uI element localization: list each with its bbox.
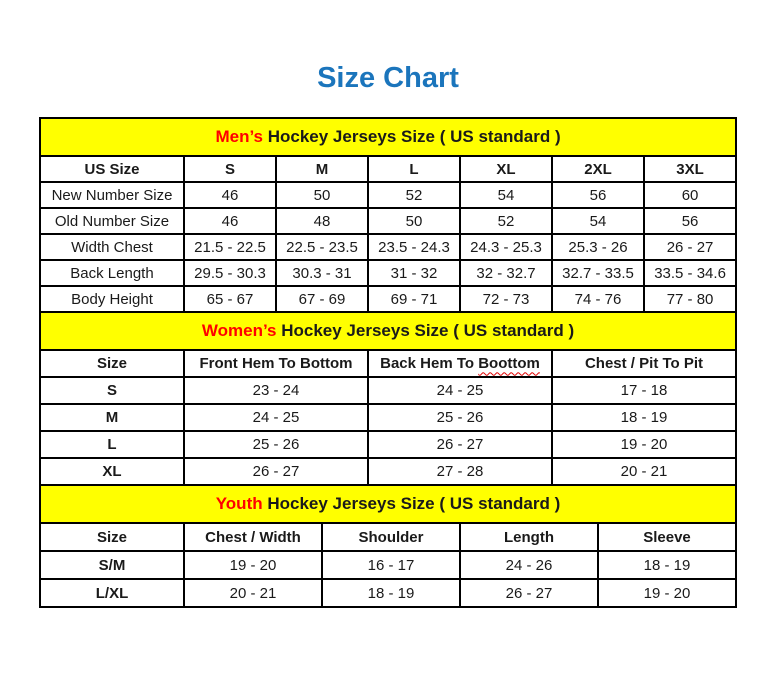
misspelled-word: Boottom [478,355,540,373]
womens-row-label: XL [40,458,184,485]
womens-header-row [40,350,736,377]
mens-banner-rest: Hockey Jerseys Size ( US standard ) [263,127,561,147]
table-row [40,377,736,404]
mens-header-cell: L [368,156,460,182]
mens-row-label: Old Number Size [40,208,184,234]
mens-value-cell: 25.3 - 26 [552,234,644,260]
youth-value-cell: 20 - 21 [184,579,322,607]
womens-banner-highlight: Women’s [201,321,277,341]
mens-size-table [39,117,737,313]
mens-value-cell: 67 - 69 [276,286,368,312]
mens-value-cell: 32 - 32.7 [460,260,552,286]
youth-row-label: L/XL [40,579,184,607]
mens-value-cell: 52 [460,208,552,234]
womens-value-cell: 24 - 25 [184,404,368,431]
mens-banner-row [40,118,736,156]
mens-value-cell: 54 [552,208,644,234]
youth-value-cell: 24 - 26 [460,551,598,579]
youth-header-cell: Chest / Width [184,523,322,551]
mens-value-cell: 32.7 - 33.5 [552,260,644,286]
mens-row-label: New Number Size [40,182,184,208]
mens-value-cell: 69 - 71 [368,286,460,312]
youth-header-cell: Size [40,523,184,551]
mens-value-cell: 50 [368,208,460,234]
table-row [40,551,736,579]
mens-value-cell: 50 [276,182,368,208]
mens-value-cell: 56 [644,208,736,234]
youth-value-cell: 19 - 20 [598,579,736,607]
mens-value-cell: 48 [276,208,368,234]
youth-value-cell: 18 - 19 [322,579,460,607]
womens-value-cell: 18 - 19 [552,404,736,431]
mens-value-cell: 21.5 - 22.5 [184,234,276,260]
womens-value-cell: 20 - 21 [552,458,736,485]
table-row [40,458,736,485]
mens-value-cell: 29.5 - 30.3 [184,260,276,286]
womens-header-cell: Size [40,350,184,377]
womens-value-cell: 24 - 25 [368,377,552,404]
mens-header-row [40,156,736,182]
youth-value-cell: 18 - 19 [598,551,736,579]
womens-value-cell: 25 - 26 [184,431,368,458]
mens-value-cell: 33.5 - 34.6 [644,260,736,286]
mens-header-cell: 2XL [552,156,644,182]
mens-value-cell: 56 [552,182,644,208]
youth-header-cell: Length [460,523,598,551]
mens-value-cell: 23.5 - 24.3 [368,234,460,260]
mens-value-cell: 77 - 80 [644,286,736,312]
mens-value-cell: 31 - 32 [368,260,460,286]
mens-value-cell: 30.3 - 31 [276,260,368,286]
mens-header-cell: US Size [40,156,184,182]
table-row [40,260,736,286]
womens-row-label: L [40,431,184,458]
womens-value-cell: 25 - 26 [368,404,552,431]
mens-header-cell: S [184,156,276,182]
mens-row-label: Body Height [40,286,184,312]
mens-value-cell: 26 - 27 [644,234,736,260]
womens-header-cell: Front Hem To Bottom [184,350,368,377]
mens-row-label: Width Chest [40,234,184,260]
mens-value-cell: 46 [184,182,276,208]
mens-banner [40,118,736,156]
page-title: Size Chart [317,62,459,94]
youth-value-cell: 26 - 27 [460,579,598,607]
youth-header-row [40,523,736,551]
mens-value-cell: 52 [368,182,460,208]
youth-banner-highlight: Youth [215,494,263,514]
mens-value-cell: 60 [644,182,736,208]
mens-value-cell: 72 - 73 [460,286,552,312]
youth-value-cell: 16 - 17 [322,551,460,579]
youth-banner-row [40,485,736,523]
youth-banner [40,485,736,523]
table-row [40,286,736,312]
womens-size-table [39,311,737,486]
youth-size-table [39,484,737,608]
mens-value-cell: 22.5 - 23.5 [276,234,368,260]
table-row [40,234,736,260]
youth-header-cell: Sleeve [598,523,736,551]
table-row [40,579,736,607]
youth-row-label: S/M [40,551,184,579]
mens-header-cell: 3XL [644,156,736,182]
header-text: Back Hem To [380,355,479,373]
womens-value-cell: 17 - 18 [552,377,736,404]
table-row [40,431,736,458]
mens-value-cell: 46 [184,208,276,234]
mens-value-cell: 54 [460,182,552,208]
mens-value-cell: 24.3 - 25.3 [460,234,552,260]
table-row [40,182,736,208]
womens-row-label: M [40,404,184,431]
womens-header-cell [368,350,552,377]
mens-header-cell: XL [460,156,552,182]
womens-banner-row [40,312,736,350]
womens-header-cell: Chest / Pit To Pit [552,350,736,377]
table-row [40,208,736,234]
mens-value-cell: 74 - 76 [552,286,644,312]
womens-value-cell: 26 - 27 [368,431,552,458]
womens-banner [40,312,736,350]
youth-banner-rest: Hockey Jerseys Size ( US standard ) [262,494,561,514]
womens-value-cell: 26 - 27 [184,458,368,485]
youth-value-cell: 19 - 20 [184,551,322,579]
womens-row-label: S [40,377,184,404]
mens-header-cell: M [276,156,368,182]
table-row [40,404,736,431]
womens-banner-rest: Hockey Jerseys Size ( US standard ) [276,321,575,341]
mens-banner-highlight: Men’s [215,127,263,147]
womens-value-cell: 27 - 28 [368,458,552,485]
youth-header-cell: Shoulder [322,523,460,551]
womens-value-cell: 19 - 20 [552,431,736,458]
womens-value-cell: 23 - 24 [184,377,368,404]
mens-row-label: Back Length [40,260,184,286]
mens-value-cell: 65 - 67 [184,286,276,312]
